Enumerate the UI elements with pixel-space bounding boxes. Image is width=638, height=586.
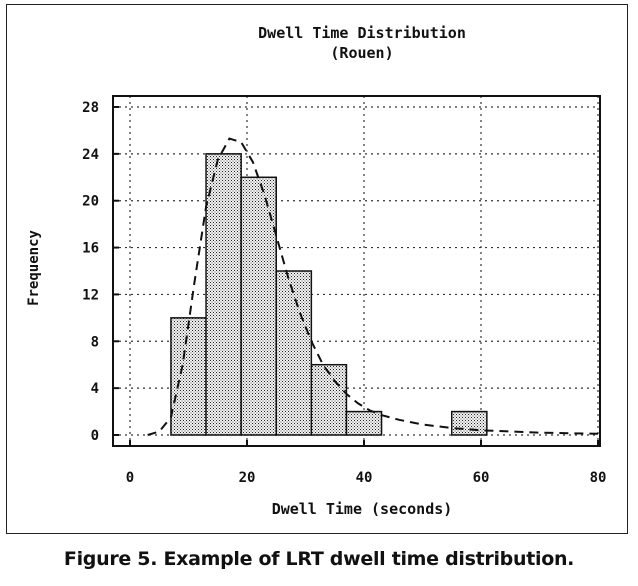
x-tick-label: 40 bbox=[355, 470, 373, 486]
histogram-bar bbox=[171, 318, 206, 435]
y-tick-label: 12 bbox=[82, 287, 99, 304]
histogram-bars bbox=[171, 154, 487, 435]
y-axis-label: Frequency bbox=[26, 230, 42, 306]
y-tick-label: 0 bbox=[90, 428, 99, 444]
chart-subtitle: (Rouen) bbox=[330, 44, 394, 62]
y-tick-label: 8 bbox=[90, 334, 99, 351]
x-tick-label: 0 bbox=[125, 470, 135, 486]
x-axis-label: Dwell Time (seconds) bbox=[271, 500, 453, 518]
figure-caption: Figure 5. Example of LRT dwell time distribution. bbox=[63, 548, 575, 570]
y-tick-label: 4 bbox=[90, 381, 99, 398]
histogram-bar bbox=[206, 154, 241, 435]
histogram-bar bbox=[452, 412, 487, 435]
x-tick-label: 80 bbox=[589, 470, 607, 486]
histogram-bar bbox=[346, 412, 381, 435]
x-tick-label: 20 bbox=[238, 470, 256, 486]
y-tick-label: 24 bbox=[82, 146, 99, 163]
chart-title: Dwell Time Distribution bbox=[258, 24, 466, 42]
histogram-bar bbox=[311, 365, 346, 435]
histogram-bar bbox=[276, 271, 311, 435]
y-tick-label: 28 bbox=[82, 100, 99, 116]
y-tick-label: 16 bbox=[82, 240, 99, 257]
x-tick-label: 60 bbox=[472, 470, 490, 486]
y-tick-label: 20 bbox=[82, 193, 99, 210]
